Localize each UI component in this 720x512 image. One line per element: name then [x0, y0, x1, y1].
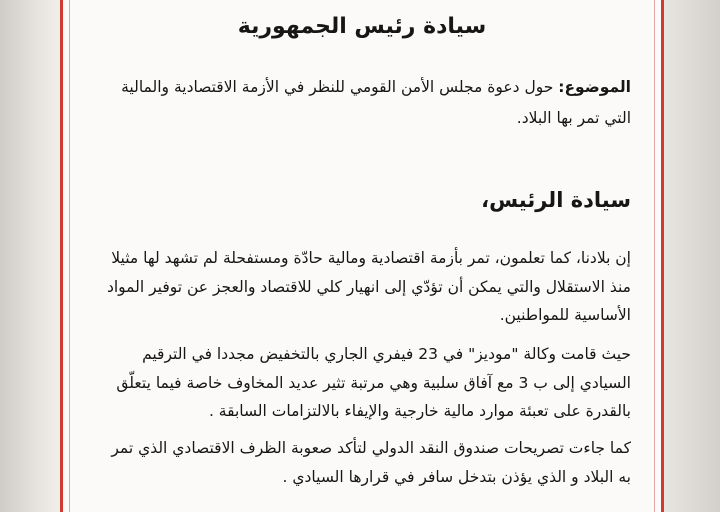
subject-label: الموضوع:: [558, 78, 631, 96]
salutation: سيادة الرئيس،: [481, 188, 631, 212]
letter-title: سيادة رئيس الجمهورية: [237, 14, 487, 39]
margin-line-right: [654, 0, 655, 512]
paragraph-3: كما جاءت تصريحات صندوق النقد الدولي لتأكد صعوبة الظرف الاقتصادي الذي تمر به البلاد و الذي يؤذن بتدخل سافر في قرارها السيادي .: [111, 439, 631, 486]
margin-line-left: [69, 0, 70, 512]
background-edge-left: [0, 0, 60, 512]
letter-page: [60, 0, 664, 512]
paragraph-1: إن بلادنا، كما تعلمون، تمر بأزمة اقتصادية ومالية حادّة ومستفحلة لم تشهد لها مثيلا منذ الاستقلال والتي يمكن أن تؤدّي إلى انهيار كلي للاقتصاد والعجز عن توفير المواد الأساسية للمواطنين.: [106, 249, 631, 324]
subject-text: حول دعوة مجلس الأمن القومي للنظر في الأزمة الاقتصادية والمالية التي تمر بها البلاد.: [121, 78, 631, 127]
letter-content: [93, 0, 631, 512]
subject-line: [103, 72, 631, 134]
paragraph-2: حيث قامت وكالة "موديز" في 23 فيفري الجاري بالتخفيض مجددا في الترقيم السيادي إلى ب 3 مع آفاق سلبية وهي مرتبة تثير عديد المخاوف خاصة فيما يتعلّق بالقدرة على تعبئة موارد مالية خارجية والإيفاء بالالتزامات السابقة .: [116, 345, 631, 420]
background-edge-right: [662, 0, 720, 512]
